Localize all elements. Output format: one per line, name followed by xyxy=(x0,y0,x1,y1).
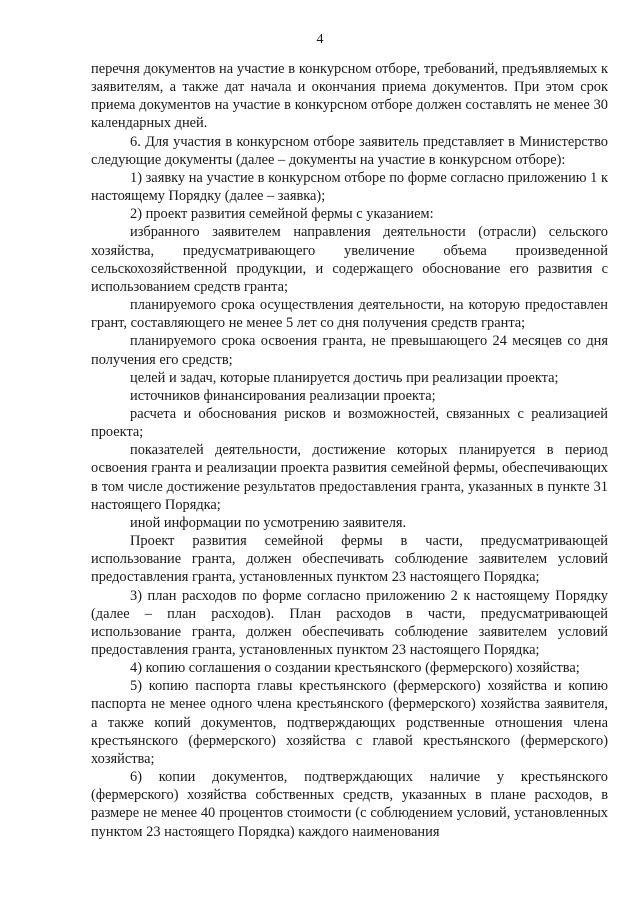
paragraph: 3) план расходов по форме согласно приложению 2 к настоящему Порядку (далее – план расходов). План расходов в части, предусматривающей использование гранта, должен обеспечивать соблюдение заявителем условий предоставления гранта, установленных пунктом 23 настоящего Порядка; xyxy=(91,587,608,658)
paragraph: перечня документов на участие в конкурсном отборе, требований, предъявляемых к заявителям, а также дат начала и окончания приема документов. При этом срок приема документов на участие в конкурсном отборе должен составлять не менее 30 календарных дней. xyxy=(91,61,608,132)
document-body xyxy=(91,60,608,841)
paragraph: расчета и обоснования рисков и возможностей, связанных с реализацией проекта; xyxy=(91,405,608,441)
paragraph: избранного заявителем направления деятельности (отрасли) сельского хозяйства, предусматривающего увеличение объема произведенной сельскохозяйственной продукции, и содержащего обоснование его развития с использованием средств гранта; xyxy=(91,224,608,295)
paragraph: 2) проект развития семейной фермы с указанием: xyxy=(130,206,434,223)
paragraph: планируемого срока осуществления деятельности, на которую предоставлен грант, составляющего не менее 5 лет со дня получения средств гранта; xyxy=(91,297,608,332)
paragraph: 5) копию паспорта главы крестьянского (фермерского) хозяйства и копию паспорта не менее одного члена крестьянского (фермерского) хозяйства заявителя, а также копий документов, подтверждающих родственные отношения члена крестьянского (фермерского) хозяйства с главой крестьянского (фермерского) хозяйства; xyxy=(91,678,608,767)
paragraph: планируемого срока освоения гранта, не превышающего 24 месяцев со дня получения его средств; xyxy=(91,333,608,368)
paragraph: 6. Для участия в конкурсном отборе заявитель представляет в Министерство следующие документы (далее – документы на участие в конкурсном отборе): xyxy=(91,133,608,168)
paragraph: Проект развития семейной фермы в части, предусматривающей использование гранта, должен обеспечивать соблюдение заявителем условий предоставления гранта, установленных пунктом 23 настоящего Порядка; xyxy=(91,533,608,586)
paragraph: 1) заявку на участие в конкурсном отборе по форме согласно приложению 1 к настоящему Порядку (далее – заявка); xyxy=(91,169,608,205)
paragraph: 6) копии документов, подтверждающих наличие у крестьянского (фермерского) хозяйства собственных средств, указанных в плане расходов, в размере не менее 40 процентов стоимости (с соблюдением условий, установленных пунктом 23 настоящего Порядка) каждого наименования xyxy=(91,769,608,840)
paragraph: показателей деятельности, достижение которых планируется в период освоения гранта и реализации проекта развития семейной фермы, обеспечивающих в том числе достижение результатов предоставления гранта, указанных в пункте 31 настоящего Порядка; xyxy=(91,442,608,513)
paragraph: 4) копию соглашения о создании крестьянского (фермерского) хозяйства; xyxy=(130,660,580,677)
paragraph: иной информации по усмотрению заявителя. xyxy=(130,514,407,531)
paragraph: источников финансирования реализации проекта; xyxy=(130,387,436,404)
page-number: 4 xyxy=(316,32,324,47)
paragraph: целей и задач, которые планируется достичь при реализации проекта; xyxy=(130,369,559,386)
